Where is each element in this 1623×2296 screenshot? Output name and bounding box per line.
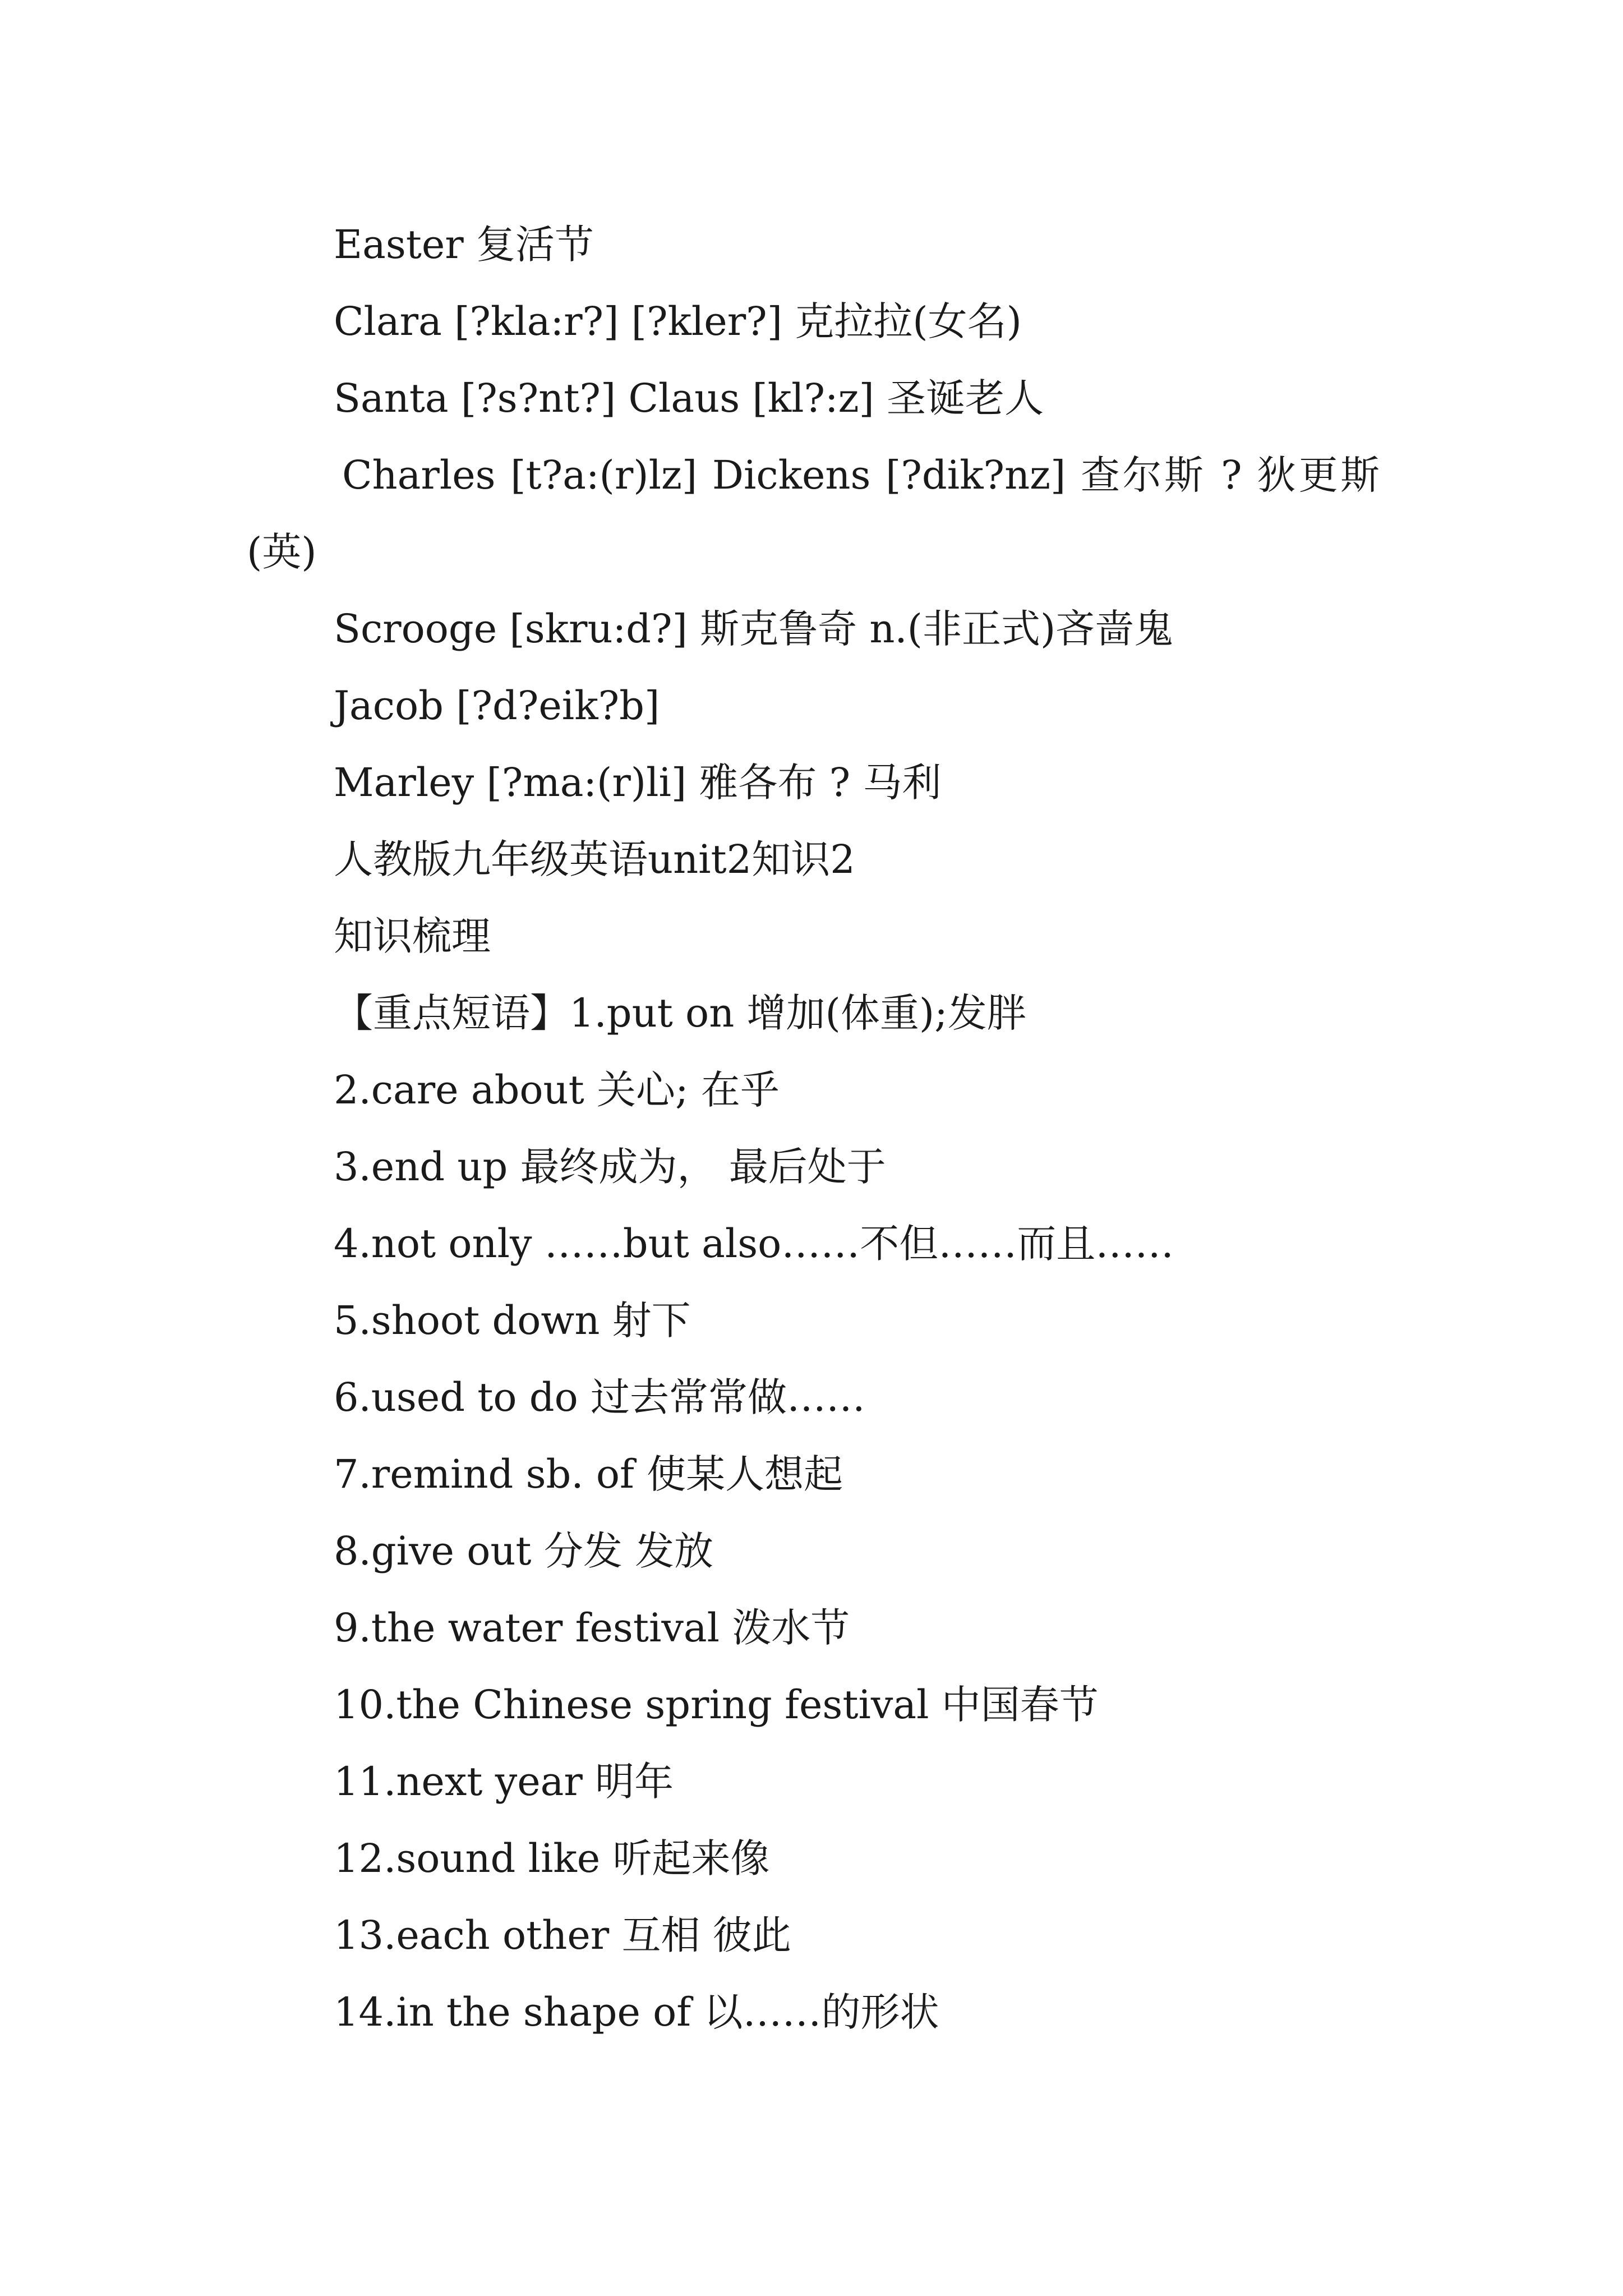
phrase-item-14: 14.in the shape of 以……的形状 [334,1989,939,2035]
vocab-clara: Clara [?kla:r?] [?kler?] 克拉拉(女名) [334,298,1022,344]
vocab-easter: Easter 复活节 [334,222,594,268]
vocab-jacob: Jacob [?d?eik?b] [334,683,660,729]
phrase-item-2: 2.care about 关心; 在乎 [334,1067,780,1113]
phrase-item-10: 10.the Chinese spring festival 中国春节 [334,1682,1099,1728]
vocab-marley: Marley [?ma:(r)li] 雅各布 ? 马利 [334,760,942,806]
phrase-item-8: 8.give out 分发 发放 [334,1528,714,1574]
phrase-item-6: 6.used to do 过去常常做…… [334,1374,866,1420]
phrase-item-12: 12.sound like 听起来像 [334,1835,770,1881]
phrase-item-3: 3.end up 最终成为， 最后处于 [334,1144,886,1190]
vocab-charles-dickens: Charles [t?a:(r)lz] Dickens [?dik?nz] 查尔斯 ? 狄更斯(英) [247,452,1380,575]
section-subtitle: 知识梳理 [334,913,491,959]
vocab-scrooge: Scrooge [skru:d?] 斯克鲁奇 n.(非正式)吝啬鬼 [334,606,1174,652]
phrase-item-13: 13.each other 互相 彼此 [334,1912,791,1958]
vocab-santa-claus: Santa [?s?nt?] Claus [kl?:z] 圣诞老人 [334,375,1044,421]
phrase-item-1: 【重点短语】1.put on 增加(体重);发胖 [334,990,1026,1036]
phrase-item-7: 7.remind sb. of 使某人想起 [334,1451,843,1497]
phrase-item-9: 9.the water festival 泼水节 [334,1605,850,1651]
phrase-item-5: 5.shoot down 射下 [334,1297,691,1343]
document-body [247,206,1380,2051]
section-title: 人教版九年级英语unit2知识2 [334,836,855,882]
phrase-item-4: 4.not only ……but also……不但……而且…… [334,1221,1174,1267]
phrase-item-11: 11.next year 明年 [334,1759,674,1805]
